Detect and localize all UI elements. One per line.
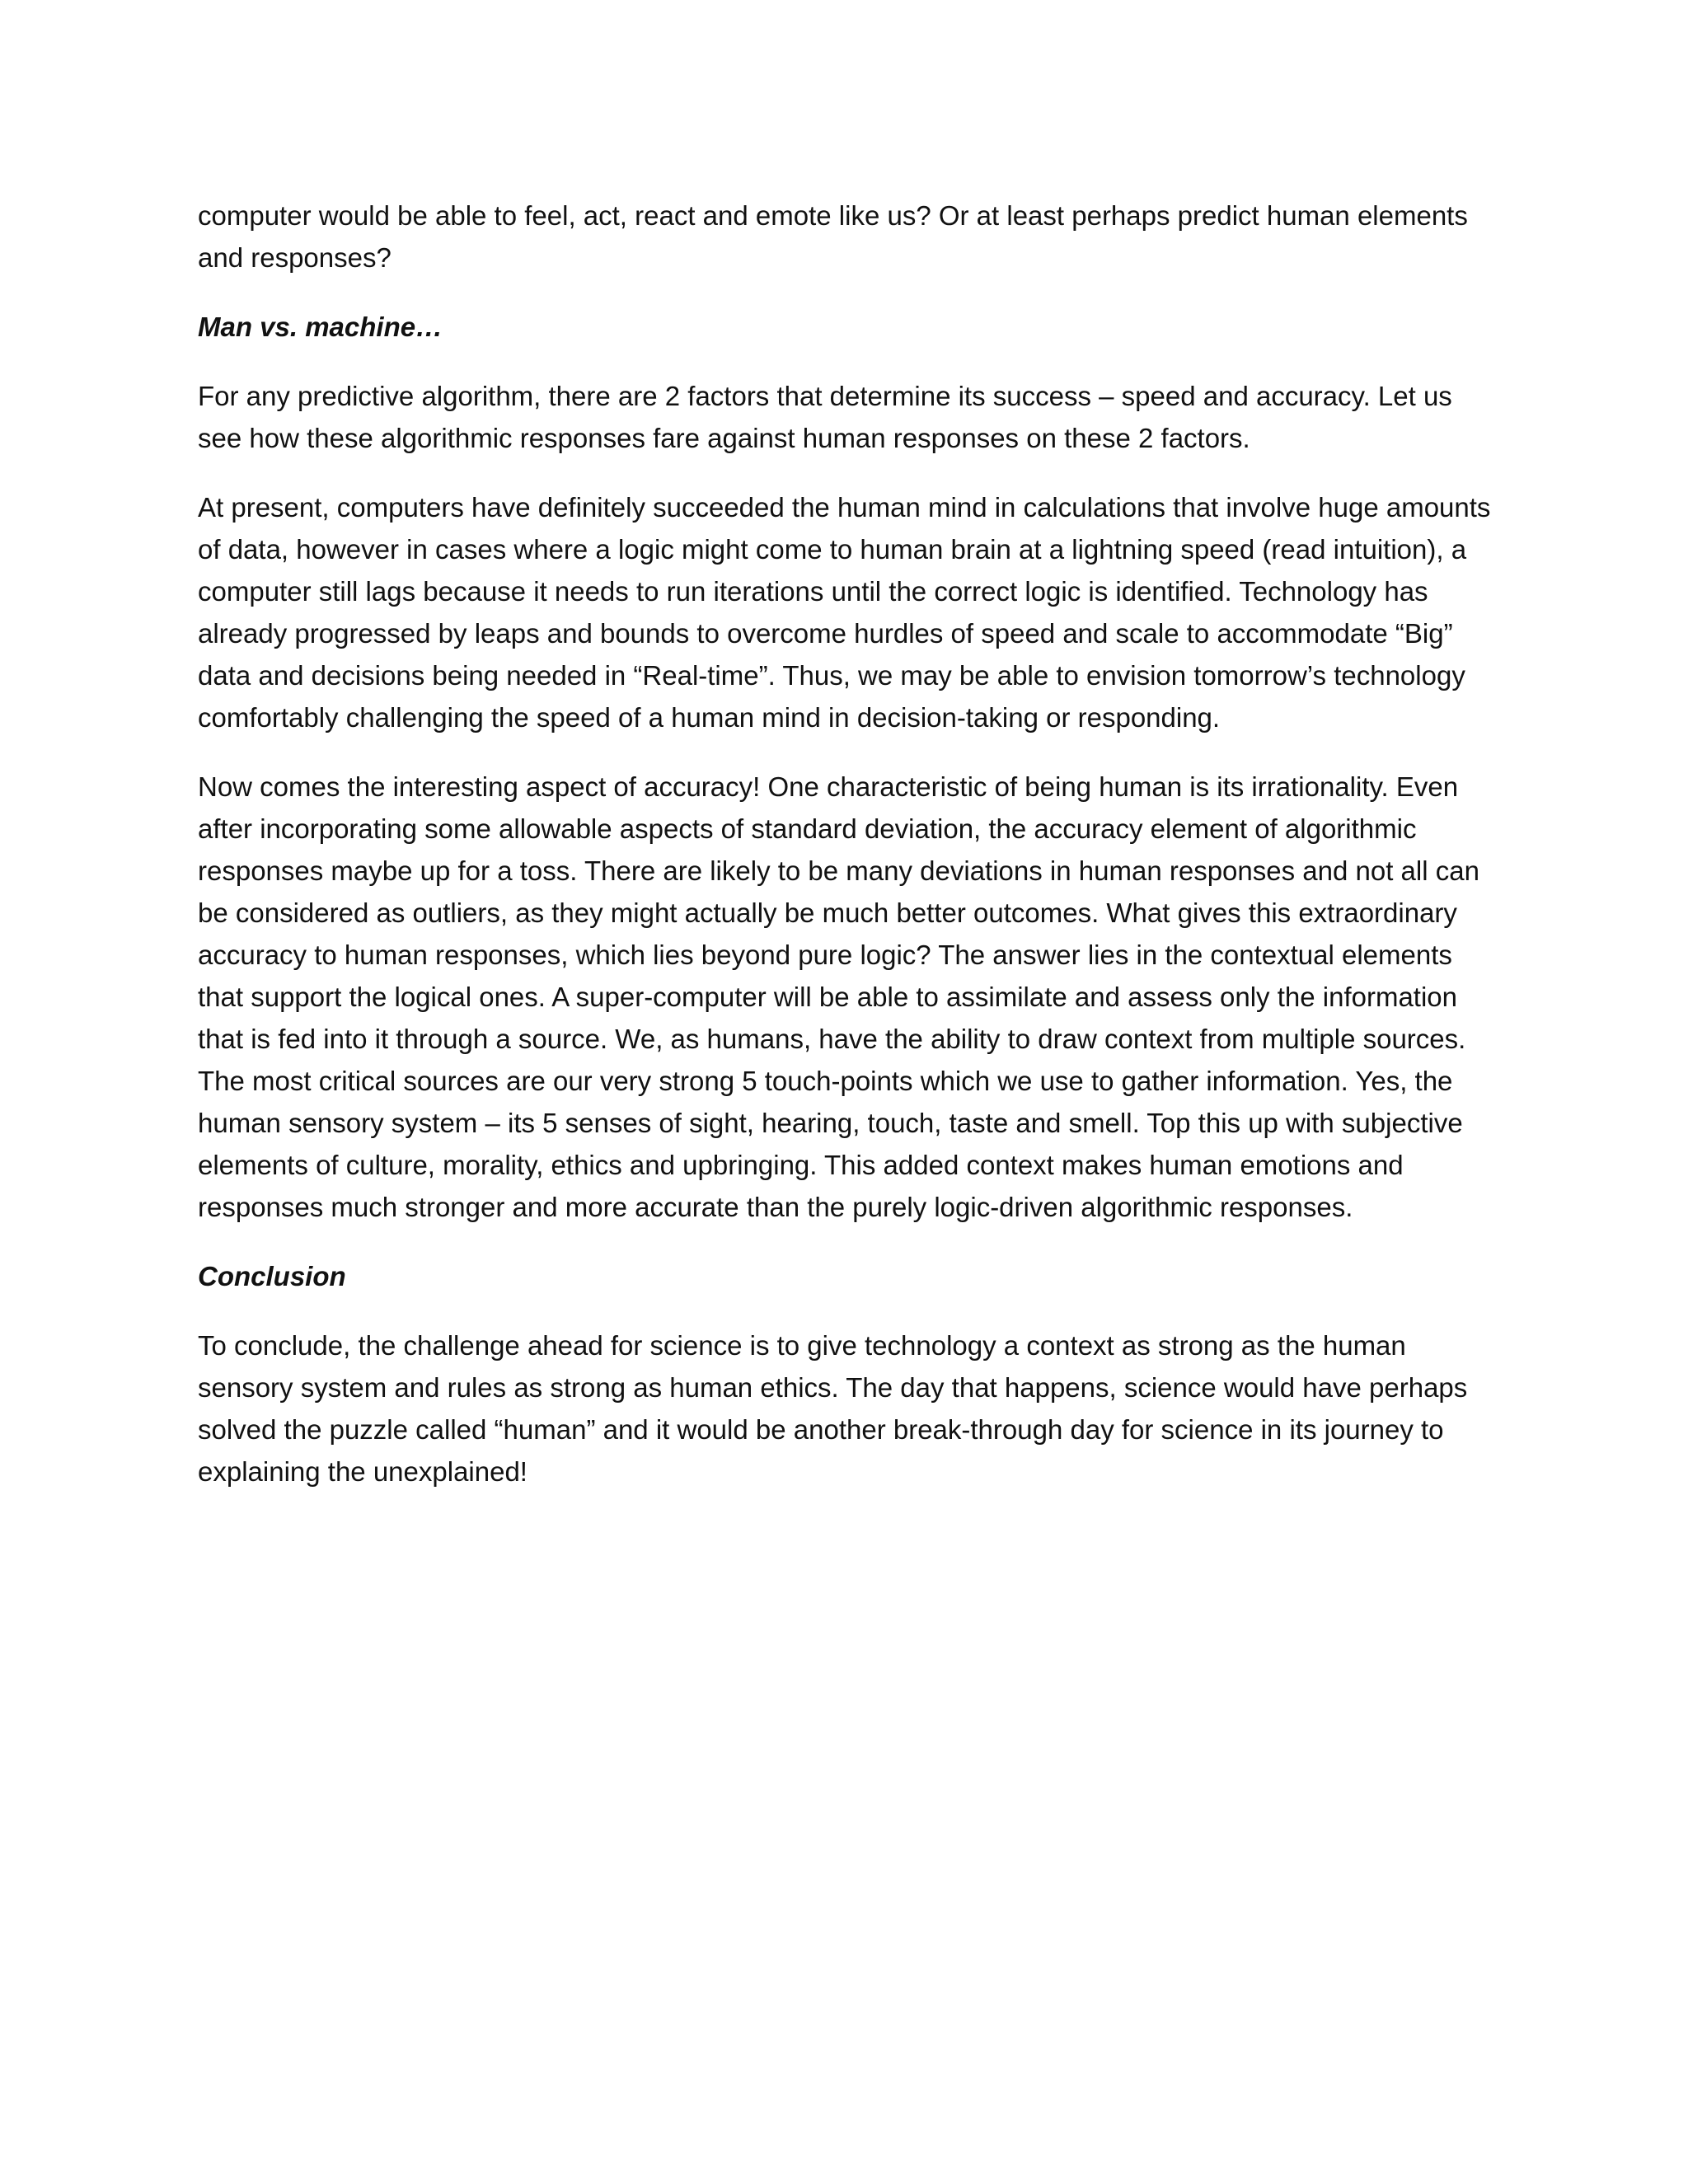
- paragraph-factors: For any predictive algorithm, there are 2 factors that determine its success – speed and accuracy. Let us see how these algorithmic responses fare against human responses on these 2 factors.: [198, 381, 1452, 453]
- paragraph-conclusion: To conclude, the challenge ahead for science is to give technology a context as strong as the human sensory system and rules as strong as human ethics. The day that happens, science would have perhaps solved the puzzle called “human” and it would be another break-through day for science in its journey to explaining the unexplained!: [198, 1330, 1468, 1487]
- section-heading-conclusion: Conclusion: [198, 1261, 346, 1291]
- document-body: [198, 194, 1500, 1520]
- section-heading-man-vs-machine: Man vs. machine…: [198, 312, 443, 342]
- paragraph-intro-continued: computer would be able to feel, act, react and emote like us? Or at least perhaps predict human elements and responses?: [198, 200, 1468, 273]
- paragraph-accuracy: Now comes the interesting aspect of accuracy! One characteristic of being human is its irrationality. Even after incorporating some allowable aspects of standard deviation, the accuracy element of algorithmic responses maybe up for a toss. There are likely to be many deviations in human responses and not all can be considered as outliers, as they might actually be much better outcomes. What gives this extraordinary accuracy to human responses, which lies beyond pure logic? The answer lies in the contextual elements that support the logical ones. A super-computer will be able to assimilate and assess only the information that is fed into it through a source. We, as humans, have the ability to draw context from multiple sources. The most critical sources are our very strong 5 touch-points which we use to gather information. Yes, the human sensory system – its 5 senses of sight, hearing, touch, taste and smell. Top this up with subjective elements of culture, morality, ethics and upbringing. This added context makes human emotions and responses much stronger and more accurate than the purely logic-driven algorithmic responses.: [198, 771, 1479, 1222]
- paragraph-speed: At present, computers have definitely succeeded the human mind in calculations that involve huge amounts of data, however in cases where a logic might come to human brain at a lightning speed (read intuition), a computer still lags because it needs to run iterations until the correct logic is identified. Technology has already progressed by leaps and bounds to overcome hurdles of speed and scale to accommodate “Big” data and decisions being needed in “Real-time”. Thus, we may be able to envision tomorrow’s technology comfortably challenging the speed of a human mind in decision-taking or responding.: [198, 492, 1491, 733]
